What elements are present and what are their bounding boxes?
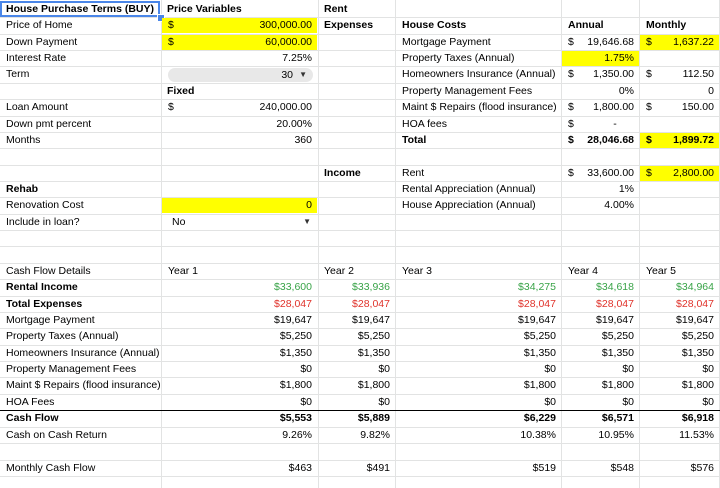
term-dropdown[interactable] — [168, 68, 313, 82]
loan-dollar-sign: $ — [168, 101, 174, 113]
term-dropdown-value: 30 — [281, 69, 293, 81]
cost-mortgage-label[interactable]: Mortgage Payment — [402, 36, 491, 48]
cf-cell[interactable]: $19,647 — [518, 314, 556, 326]
cf-row-label[interactable]: Homeowners Insurance (Annual) — [6, 347, 160, 359]
annual-header[interactable]: Annual — [568, 19, 604, 31]
cost-mortgage-monthly-sym: $ — [646, 36, 652, 48]
cf-cell[interactable]: $0 — [378, 363, 390, 375]
cf-cell[interactable]: $0 — [622, 396, 634, 408]
cf-cell[interactable]: $33,936 — [352, 281, 390, 293]
cost-mortgage-annual[interactable]: 19,646.68 — [587, 36, 634, 48]
cf-cell[interactable]: $1,800 — [279, 379, 312, 391]
loan-amount-label[interactable]: Loan Amount — [6, 101, 68, 113]
cf-cell[interactable]: $1,350 — [357, 347, 390, 359]
rent-annual[interactable]: 33,600.00 — [587, 167, 634, 179]
cf-cell[interactable]: $1,800 — [523, 379, 556, 391]
down-pct-label[interactable]: Down pmt percent — [6, 118, 92, 130]
fixed-label[interactable]: Fixed — [167, 85, 195, 97]
cf-cell[interactable]: 11.53% — [679, 429, 714, 441]
price-of-home-label[interactable]: Price of Home — [6, 19, 73, 31]
cf-cell[interactable]: $5,250 — [357, 330, 390, 342]
cf-cell[interactable]: $28,047 — [274, 298, 312, 310]
cf-cell[interactable]: $1,350 — [279, 347, 312, 359]
cf-cell[interactable]: $5,250 — [523, 330, 556, 342]
cost-maint-monthly-sym: $ — [646, 101, 652, 113]
cf-cell[interactable]: $19,647 — [596, 314, 634, 326]
down-payment-value[interactable]: 60,000.00 — [265, 36, 312, 48]
cf-cell[interactable]: $33,600 — [274, 281, 312, 293]
loan-amount-value[interactable]: 240,000.00 — [259, 101, 312, 113]
expenses-label[interactable]: Expenses — [324, 19, 374, 31]
monthly-cf-cell[interactable]: $519 — [532, 462, 556, 474]
include-in-loan-label[interactable]: Include in loan? — [6, 216, 80, 228]
cf-cell[interactable]: $28,047 — [518, 298, 556, 310]
cf-cell[interactable]: $5,250 — [681, 330, 714, 342]
cf-cell[interactable]: $1,350 — [601, 347, 634, 359]
year-1-header[interactable]: Year 1 — [168, 265, 198, 277]
cf-cell[interactable]: $19,647 — [676, 314, 714, 326]
cost-maint-label[interactable]: Maint $ Repairs (flood insurance) — [402, 101, 557, 113]
cost-mgmt-annual[interactable]: 0% — [618, 85, 634, 97]
cost-mgmt-label[interactable]: Property Management Fees — [402, 85, 533, 97]
cost-property-tax-annual[interactable]: 1.75% — [604, 52, 634, 64]
chevron-down-icon: ▼ — [299, 70, 307, 79]
cost-maint-annual[interactable]: 1,800.00 — [593, 101, 634, 113]
monthly-cf-cell[interactable]: $576 — [690, 462, 714, 474]
months-value[interactable]: 360 — [294, 134, 312, 146]
cf-row-label[interactable]: Cash on Cash Return — [6, 429, 107, 441]
year-4-header[interactable]: Year 4 — [568, 265, 598, 277]
rehab-title[interactable]: Rehab — [6, 183, 39, 195]
include-in-loan-dropdown[interactable] — [162, 215, 317, 229]
rental-appreciation-value[interactable]: 1% — [618, 183, 634, 195]
cf-row-label[interactable]: Mortgage Payment — [6, 314, 95, 326]
price-dollar-sign: $ — [168, 19, 174, 31]
income-label[interactable]: Income — [324, 167, 361, 179]
cf-cell[interactable]: $0 — [622, 363, 634, 375]
cf-cell[interactable]: $28,047 — [352, 298, 390, 310]
house-appreciation-value[interactable]: 4.00% — [604, 199, 634, 211]
cf-cell[interactable]: $0 — [702, 396, 714, 408]
rent-header[interactable]: Rent — [324, 3, 348, 15]
cf-cell[interactable]: $28,047 — [676, 298, 714, 310]
cf-cell[interactable]: 9.82% — [360, 429, 390, 441]
interest-rate-value[interactable]: 7.25% — [282, 52, 312, 64]
cf-cell[interactable]: $5,250 — [279, 330, 312, 342]
cf-cell[interactable]: $34,964 — [676, 281, 714, 293]
cf-row-label[interactable]: Cash Flow — [6, 412, 59, 424]
cf-cell[interactable]: 10.38% — [520, 429, 556, 441]
cf-row-label[interactable]: HOA Fees — [6, 396, 55, 408]
cf-cell[interactable]: $6,229 — [523, 412, 556, 424]
rent-annual-sym: $ — [568, 167, 574, 179]
monthly-header[interactable]: Monthly — [646, 19, 687, 31]
cf-cell[interactable]: $1,350 — [523, 347, 556, 359]
cf-cell[interactable]: $0 — [300, 396, 312, 408]
cost-mgmt-monthly[interactable]: 0 — [708, 85, 714, 97]
cf-cell[interactable]: $1,800 — [681, 379, 714, 391]
price-variables-header[interactable]: Price Variables — [167, 3, 242, 15]
cf-cell[interactable]: $28,047 — [596, 298, 634, 310]
house-costs-header[interactable]: House Costs — [402, 19, 467, 31]
cost-insurance-annual-sym: $ — [568, 68, 574, 80]
renovation-cost-label[interactable]: Renovation Cost — [6, 199, 84, 211]
cf-cell[interactable]: $5,250 — [601, 330, 634, 342]
cost-total-monthly-sym: $ — [646, 134, 652, 146]
cf-cell[interactable]: $19,647 — [274, 314, 312, 326]
cf-cell[interactable]: $34,618 — [596, 281, 634, 293]
cost-insurance-label[interactable]: Homeowners Insurance (Annual) — [402, 68, 556, 80]
monthly-cf-cell[interactable]: $491 — [366, 462, 390, 474]
cost-hoa-label[interactable]: HOA fees — [402, 118, 447, 130]
rent-label[interactable]: Rent — [402, 167, 425, 179]
sheet-title[interactable]: House Purchase Terms (BUY) — [6, 3, 155, 15]
monthly-cash-flow-label[interactable]: Monthly Cash Flow — [6, 462, 96, 474]
price-of-home-value[interactable]: 300,000.00 — [259, 19, 312, 31]
monthly-cf-cell[interactable]: $548 — [610, 462, 634, 474]
year-2-header[interactable]: Year 2 — [324, 265, 354, 277]
cost-total-monthly[interactable]: 1,899.72 — [673, 134, 714, 146]
cf-row-label[interactable]: Maint $ Repairs (flood insurance) — [6, 379, 161, 391]
cash-flow-details-header[interactable]: Cash Flow Details — [6, 265, 91, 277]
cf-cell[interactable]: $6,918 — [681, 412, 714, 424]
cost-maint-monthly[interactable]: 150.00 — [681, 101, 714, 113]
interest-rate-label[interactable]: Interest Rate — [6, 52, 67, 64]
cost-insurance-monthly[interactable]: 112.50 — [682, 68, 714, 80]
cf-row-label[interactable]: Total Expenses — [6, 298, 83, 310]
year-3-header[interactable]: Year 3 — [402, 265, 432, 277]
cost-hoa-annual-sym: $ — [568, 118, 574, 130]
rent-monthly-sym: $ — [646, 167, 652, 179]
cf-cell[interactable]: $0 — [300, 363, 312, 375]
cf-row-label[interactable]: Property Taxes (Annual) — [6, 330, 119, 342]
cf-cell[interactable]: $19,647 — [352, 314, 390, 326]
cf-row-label[interactable]: Rental Income — [6, 281, 78, 293]
cost-mortgage-monthly[interactable]: 1,637.22 — [673, 36, 714, 48]
cost-insurance-monthly-sym: $ — [646, 68, 652, 80]
cost-hoa-dash[interactable]: - — [613, 118, 617, 130]
cf-cell[interactable]: $1,350 — [681, 347, 714, 359]
cf-cell[interactable]: $1,800 — [601, 379, 634, 391]
monthly-cf-cell[interactable]: $463 — [288, 462, 312, 474]
months-label[interactable]: Months — [6, 134, 41, 146]
cost-maint-annual-sym: $ — [568, 101, 574, 113]
cost-mortgage-annual-sym: $ — [568, 36, 574, 48]
cost-total-annual[interactable]: 28,046.68 — [587, 134, 634, 146]
include-in-loan-value: No — [172, 216, 186, 228]
house-appreciation-label[interactable]: House Appreciation (Annual) — [402, 199, 536, 211]
cf-cell[interactable]: 9.26% — [282, 429, 312, 441]
cost-property-tax-label[interactable]: Property Taxes (Annual) — [402, 52, 515, 64]
down-dollar-sign: $ — [168, 36, 174, 48]
year-5-header[interactable]: Year 5 — [646, 265, 676, 277]
cost-insurance-annual[interactable]: 1,350.00 — [593, 68, 634, 80]
cf-cell[interactable]: $0 — [702, 363, 714, 375]
cf-cell[interactable]: $6,571 — [601, 412, 634, 424]
cf-cell[interactable]: $5,889 — [357, 412, 390, 424]
renovation-cost-value[interactable]: 0 — [306, 199, 312, 211]
cf-cell[interactable]: $1,800 — [357, 379, 390, 391]
cf-cell[interactable]: $0 — [378, 396, 390, 408]
cost-total-annual-sym: $ — [568, 134, 574, 146]
cf-cell[interactable]: $0 — [544, 363, 556, 375]
cf-cell[interactable]: 10.95% — [598, 429, 634, 441]
down-pct-value[interactable]: 20.00% — [276, 118, 312, 130]
cf-cell[interactable]: $5,553 — [279, 412, 312, 424]
cf-cell[interactable]: $0 — [544, 396, 556, 408]
down-payment-label[interactable]: Down Payment — [6, 36, 78, 48]
cf-cell[interactable]: $34,275 — [518, 281, 556, 293]
rent-monthly[interactable]: 2,800.00 — [673, 167, 714, 179]
cost-total-label[interactable]: Total — [402, 134, 427, 146]
cf-row-label[interactable]: Property Management Fees — [6, 363, 137, 375]
rental-appreciation-label[interactable]: Rental Appreciation (Annual) — [402, 183, 536, 195]
chevron-down-icon: ▼ — [303, 217, 311, 226]
term-label[interactable]: Term — [6, 68, 30, 80]
